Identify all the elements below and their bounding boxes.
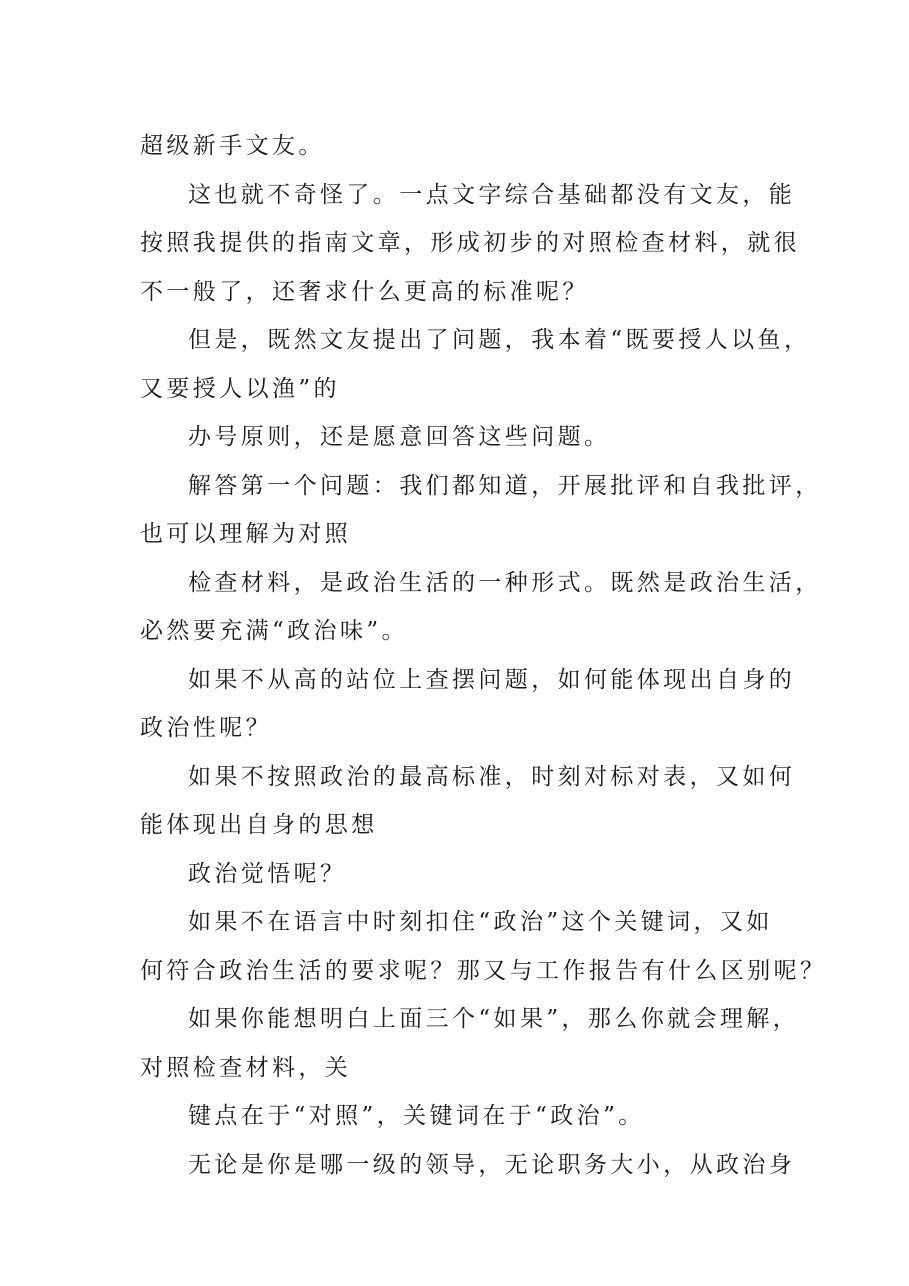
text-line: 超级新手文友。	[140, 133, 325, 159]
text-line: 不一般了，还奢求什么更高的标准呢？	[140, 278, 589, 305]
text-line: 也可以理解为对照	[140, 521, 352, 547]
text-line: 对照检查材料，关	[140, 1054, 352, 1081]
text-line: 这也就不奇怪了。一点文字综合基础都没有文友，能	[188, 181, 796, 208]
text-line: 但是，既然文友提出了问题，我本着“既要授人以鱼，	[188, 327, 811, 353]
text-line: 键点在于“对照”，关键词在于“政治”。	[188, 1103, 645, 1129]
text-line: 如果不按照政治的最高标准，时刻对标对表，又如何	[188, 763, 796, 790]
text-line: 何符合政治生活的要求呢？那又与工作报告有什么区别呢？	[140, 957, 827, 984]
text-line: 又要授人以渔”的	[140, 375, 340, 402]
text-line: 无论是你是哪一级的领导，无论职务大小，从政治身	[188, 1151, 796, 1178]
text-line: 如果不在语言中时刻扣住“政治”这个关键词，又如	[188, 909, 773, 935]
text-line: 能体现出自身的思想	[140, 812, 378, 838]
text-line: 如果不从高的站位上查摆问题，如何能体现出自身的	[188, 666, 796, 693]
text-line: 检查材料，是政治生活的一种形式。既然是政治生活，	[188, 569, 822, 596]
text-line: 必然要充满“政治味”。	[140, 618, 408, 644]
document-body	[140, 122, 827, 1189]
text-line: 按照我提供的指南文章，形成初步的对照检查材料，就很	[140, 230, 800, 256]
text-line: 如果你能想明白上面三个“如果”，那么你就会理解，	[188, 1006, 800, 1032]
text-line: 政治性呢？	[140, 715, 272, 741]
text-line: 解答第一个问题：我们都知道，开展批评和自我批评，	[188, 472, 822, 499]
text-line: 办号原则，还是愿意回答这些问题。	[188, 424, 611, 450]
text-line: 政治觉悟呢？	[188, 860, 347, 887]
